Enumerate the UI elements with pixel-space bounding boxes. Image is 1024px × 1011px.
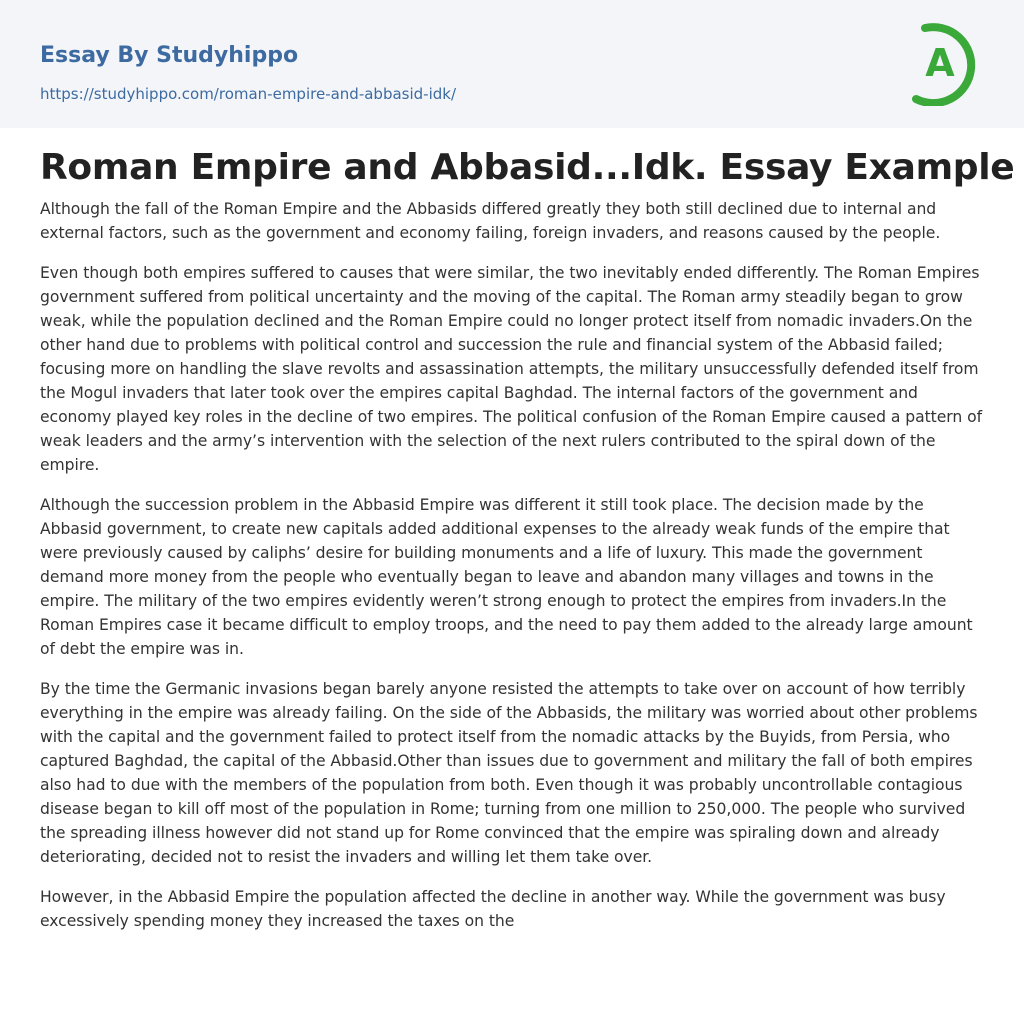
essay-paragraph-1: Although the fall of the Roman Empire and the Abbasids differed greatly they both still declined due to internal and external factors, such as the government and economy failing, foreign invaders, and reasons caused by the people. [40,200,941,242]
site-header [0,0,1024,128]
logo-letter: A [925,41,955,85]
brand-title[interactable]: Essay By Studyhippo [40,43,299,68]
page-title: Roman Empire and Abbasid...Idk. Essay Example [40,147,1015,188]
letter-a-logo-icon[interactable] [894,18,986,106]
essay-paragraph-3: Although the succession problem in the Abbasid Empire was different it still took place. The decision made by the Abbasid government, to create new capitals added additional expenses to the already weak funds of the empire that were previously caused by caliphs’ desire for building monuments and a life of luxury. This made the government demand more money from the people who eventually began to leave and abandon many villages and towns in the empire. The military of the two empires evidently weren’t strong enough to protect the empires from invaders.In the Roman Empires case it became difficult to employ troops, and the need to pay them added to the already large amount of debt the empire was in. [40,496,973,658]
essay-paragraph-4: By the time the Germanic invasions began barely anyone resisted the attempts to take over on account of how terribly everything in the empire was already failing. On the side of the Abbasids, the military was worried about other problems with the capital and the government failed to protect itself from the nomadic attacks by the Buyids, from Persia, who captured Baghdad, the capital of the Abbasid.Other than issues due to government and military the fall of both empires also had to due with the members of the population from both. Even though it was probably uncontrollable contagious disease began to kill off most of the population in Rome; turning from one million to 250,000. The people who survived the spreading illness however did not stand up for Rome convinced that the empire was spiraling down and already deteriorating, decided not to resist the invaders and willing let them take over. [40,680,978,866]
essay-paragraph-5: However, in the Abbasid Empire the population affected the decline in another way. While the government was busy excessively spending money they increased the taxes on the [40,888,946,930]
essay-paragraph-2: Even though both empires suffered to causes that were similar, the two inevitably ended differently. The Roman Empires government suffered from political uncertainty and the moving of the capital. The Roman army steadily began to grow weak, while the population declined and the Roman Empire could no longer protect itself from nomadic invaders.On the other hand due to problems with political control and succession the rule and financial system of the Abbasid failed; focusing more on handling the slave revolts and assassination attempts, the military unsuccessfully defended itself from the Mogul invaders that later took over the empires capital Baghdad. The internal factors of the government and economy played key roles in the decline of two empires. The political confusion of the Roman Empire caused a pattern of weak leaders and the army’s intervention with the selection of the next rulers contributed to the spiral down of the empire. [40,264,983,474]
page-url-link[interactable]: https://studyhippo.com/roman-empire-and-abbasid-idk/ [40,85,457,103]
article [40,144,1015,949]
